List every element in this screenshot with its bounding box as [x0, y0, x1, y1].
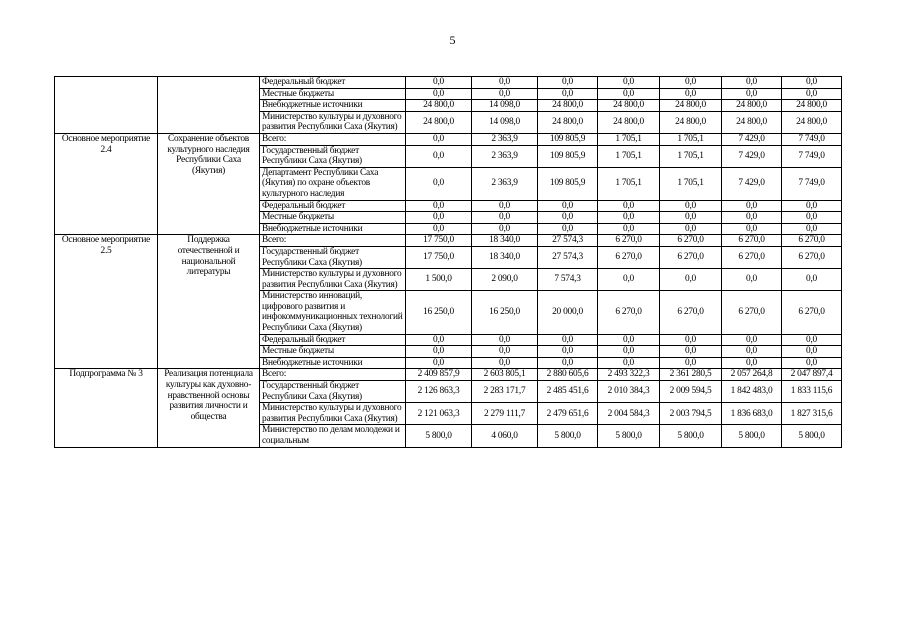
amount-cell: 1 705,1: [598, 133, 660, 145]
amount-cell: 0,0: [406, 133, 472, 145]
amount-cell: 6 270,0: [660, 291, 722, 334]
amount-cell: 5 800,0: [660, 425, 722, 447]
amount-cell: 2 010 384,3: [598, 381, 660, 403]
amount-cell: 0,0: [598, 334, 660, 346]
page-number: 5: [449, 33, 456, 47]
amount-cell: 1 705,1: [598, 167, 660, 200]
amount-cell: 2 880 605,6: [538, 369, 598, 381]
amount-cell: 7 749,0: [782, 167, 842, 200]
amount-cell: 0,0: [406, 200, 472, 212]
budget-table: [54, 76, 842, 448]
amount-cell: 7 429,0: [722, 145, 782, 167]
amount-cell: 2 485 451,6: [538, 381, 598, 403]
amount-cell: 24 800,0: [660, 100, 722, 112]
amount-cell: 0,0: [782, 88, 842, 100]
amount-cell: 1 705,1: [660, 167, 722, 200]
amount-cell: 2 283 171,7: [472, 381, 538, 403]
amount-cell: 0,0: [406, 167, 472, 200]
amount-cell: 2 409 857,9: [406, 369, 472, 381]
amount-cell: 0,0: [538, 88, 598, 100]
amount-cell: 0,0: [538, 77, 598, 89]
amount-cell: 1 705,1: [660, 133, 722, 145]
funding-source-cell: Министерство по делам молодежи и социальным: [260, 425, 406, 447]
amount-cell: 24 800,0: [598, 111, 660, 133]
amount-cell: 0,0: [406, 88, 472, 100]
amount-cell: 24 800,0: [782, 111, 842, 133]
amount-cell: 24 800,0: [538, 100, 598, 112]
amount-cell: 1 500,0: [406, 269, 472, 291]
amount-cell: 24 800,0: [406, 100, 472, 112]
amount-cell: 5 800,0: [598, 425, 660, 447]
amount-cell: 5 800,0: [782, 425, 842, 447]
amount-cell: 0,0: [538, 200, 598, 212]
amount-cell: 0,0: [660, 346, 722, 358]
amount-cell: 0,0: [722, 269, 782, 291]
table-row: [55, 235, 842, 247]
amount-cell: 24 800,0: [722, 100, 782, 112]
amount-cell: 2 009 594,5: [660, 381, 722, 403]
amount-cell: 0,0: [598, 77, 660, 89]
amount-cell: 17 750,0: [406, 246, 472, 268]
amount-cell: 0,0: [472, 212, 538, 224]
activity-name-cell: Подпрограмма № 3: [55, 369, 158, 447]
funding-source-cell: Министерство культуры и духовного развития Республики Саха (Якутия): [260, 111, 406, 133]
amount-cell: 2 279 111,7: [472, 403, 538, 425]
amount-cell: 0,0: [722, 212, 782, 224]
amount-cell: 27 574,3: [538, 246, 598, 268]
amount-cell: 0,0: [660, 223, 722, 235]
amount-cell: 0,0: [782, 200, 842, 212]
amount-cell: 1 705,1: [660, 145, 722, 167]
amount-cell: 18 340,0: [472, 235, 538, 247]
amount-cell: 0,0: [598, 357, 660, 369]
amount-cell: 18 340,0: [472, 246, 538, 268]
amount-cell: 6 270,0: [660, 235, 722, 247]
amount-cell: 0,0: [660, 212, 722, 224]
amount-cell: 6 270,0: [782, 291, 842, 334]
table-row: [55, 133, 842, 145]
amount-cell: 0,0: [782, 269, 842, 291]
amount-cell: 5 800,0: [538, 425, 598, 447]
amount-cell: 2 493 322,3: [598, 369, 660, 381]
amount-cell: 6 270,0: [598, 246, 660, 268]
amount-cell: 0,0: [406, 223, 472, 235]
funding-source-cell: Федеральный бюджет: [260, 334, 406, 346]
funding-source-cell: Внебюджетные источники: [260, 100, 406, 112]
activity-description-cell: Поддержка отечественной и национальной литературы: [158, 235, 260, 369]
amount-cell: 17 750,0: [406, 235, 472, 247]
amount-cell: 2 363,9: [472, 167, 538, 200]
amount-cell: 24 800,0: [406, 111, 472, 133]
amount-cell: 6 270,0: [598, 291, 660, 334]
amount-cell: 0,0: [598, 223, 660, 235]
amount-cell: 0,0: [660, 269, 722, 291]
activity-name-cell: [55, 77, 158, 134]
amount-cell: 0,0: [660, 77, 722, 89]
funding-source-cell: Федеральный бюджет: [260, 77, 406, 89]
amount-cell: 6 270,0: [782, 246, 842, 268]
table-row: [55, 369, 842, 381]
amount-cell: 2 004 584,3: [598, 403, 660, 425]
activity-name-cell: Основное мероприятие 2.5: [55, 235, 158, 369]
amount-cell: 109 805,9: [538, 167, 598, 200]
amount-cell: 6 270,0: [782, 235, 842, 247]
amount-cell: 2 047 897,4: [782, 369, 842, 381]
funding-source-cell: Местные бюджеты: [260, 346, 406, 358]
activity-description-cell: Реализация потенциала культуры как духовно-нравственной основы развития личности и общества: [158, 369, 260, 447]
amount-cell: 24 800,0: [598, 100, 660, 112]
funding-source-cell: Министерство инноваций, цифрового развития и инфокоммуникационных технологий Республики Саха (Якутия): [260, 291, 406, 334]
amount-cell: 0,0: [406, 77, 472, 89]
funding-source-cell: Министерство культуры и духовного развития Республики Саха (Якутия): [260, 269, 406, 291]
funding-source-cell: Государственный бюджет Республики Саха (Якутия): [260, 145, 406, 167]
amount-cell: 0,0: [660, 334, 722, 346]
amount-cell: 0,0: [406, 357, 472, 369]
funding-source-cell: Государственный бюджет Республики Саха (Якутия): [260, 246, 406, 268]
amount-cell: 109 805,9: [538, 145, 598, 167]
funding-source-cell: Внебюджетные источники: [260, 223, 406, 235]
amount-cell: 27 574,3: [538, 235, 598, 247]
amount-cell: 2 363,9: [472, 133, 538, 145]
amount-cell: 0,0: [598, 212, 660, 224]
amount-cell: 0,0: [782, 223, 842, 235]
amount-cell: 24 800,0: [722, 111, 782, 133]
amount-cell: 5 800,0: [722, 425, 782, 447]
amount-cell: 7 749,0: [782, 145, 842, 167]
amount-cell: 0,0: [538, 212, 598, 224]
amount-cell: 0,0: [722, 357, 782, 369]
amount-cell: 0,0: [660, 200, 722, 212]
funding-source-cell: Всего:: [260, 133, 406, 145]
amount-cell: 16 250,0: [406, 291, 472, 334]
funding-source-cell: Федеральный бюджет: [260, 200, 406, 212]
amount-cell: 6 270,0: [722, 291, 782, 334]
amount-cell: 6 270,0: [722, 246, 782, 268]
amount-cell: 0,0: [782, 334, 842, 346]
amount-cell: 109 805,9: [538, 133, 598, 145]
funding-source-cell: Внебюджетные источники: [260, 357, 406, 369]
amount-cell: 0,0: [722, 200, 782, 212]
amount-cell: 2 603 805,1: [472, 369, 538, 381]
amount-cell: 1 833 115,6: [782, 381, 842, 403]
amount-cell: 0,0: [472, 223, 538, 235]
amount-cell: 0,0: [598, 269, 660, 291]
amount-cell: 0,0: [782, 77, 842, 89]
amount-cell: 0,0: [538, 334, 598, 346]
amount-cell: 0,0: [782, 357, 842, 369]
funding-source-cell: Местные бюджеты: [260, 88, 406, 100]
activity-name-cell: Основное мероприятие 2.4: [55, 133, 158, 234]
funding-source-cell: Всего:: [260, 235, 406, 247]
amount-cell: 0,0: [406, 334, 472, 346]
amount-cell: 7 429,0: [722, 133, 782, 145]
amount-cell: 2 363,9: [472, 145, 538, 167]
amount-cell: 0,0: [472, 88, 538, 100]
amount-cell: 0,0: [598, 88, 660, 100]
amount-cell: 0,0: [722, 88, 782, 100]
amount-cell: 7 749,0: [782, 133, 842, 145]
amount-cell: 0,0: [722, 346, 782, 358]
amount-cell: 0,0: [538, 223, 598, 235]
amount-cell: 14 098,0: [472, 111, 538, 133]
amount-cell: 0,0: [472, 346, 538, 358]
amount-cell: 0,0: [722, 223, 782, 235]
amount-cell: 24 800,0: [660, 111, 722, 133]
amount-cell: 6 270,0: [660, 246, 722, 268]
amount-cell: 4 060,0: [472, 425, 538, 447]
funding-source-cell: Министерство культуры и духовного развития Республики Саха (Якутия): [260, 403, 406, 425]
amount-cell: 1 827 315,6: [782, 403, 842, 425]
amount-cell: 0,0: [722, 77, 782, 89]
amount-cell: 0,0: [538, 346, 598, 358]
amount-cell: 2 121 063,3: [406, 403, 472, 425]
activity-description-cell: [158, 77, 260, 134]
amount-cell: 0,0: [660, 88, 722, 100]
amount-cell: 20 000,0: [538, 291, 598, 334]
amount-cell: 0,0: [782, 346, 842, 358]
funding-source-cell: Местные бюджеты: [260, 212, 406, 224]
amount-cell: 2 126 863,3: [406, 381, 472, 403]
amount-cell: 2 479 651,6: [538, 403, 598, 425]
amount-cell: 0,0: [472, 77, 538, 89]
amount-cell: 0,0: [406, 145, 472, 167]
amount-cell: 2 057 264,8: [722, 369, 782, 381]
amount-cell: 0,0: [472, 357, 538, 369]
amount-cell: 2 003 794,5: [660, 403, 722, 425]
amount-cell: 14 098,0: [472, 100, 538, 112]
amount-cell: 0,0: [538, 357, 598, 369]
amount-cell: 16 250,0: [472, 291, 538, 334]
amount-cell: 0,0: [406, 346, 472, 358]
amount-cell: 0,0: [598, 200, 660, 212]
amount-cell: 0,0: [472, 334, 538, 346]
table-row: [55, 77, 842, 89]
activity-description-cell: Сохранение объектов культурного наследия Республики Саха (Якутия): [158, 133, 260, 234]
amount-cell: 24 800,0: [538, 111, 598, 133]
amount-cell: 24 800,0: [782, 100, 842, 112]
amount-cell: 0,0: [472, 200, 538, 212]
funding-source-cell: Государственный бюджет Республики Саха (Якутия): [260, 381, 406, 403]
amount-cell: 1 705,1: [598, 145, 660, 167]
amount-cell: 2 090,0: [472, 269, 538, 291]
amount-cell: 0,0: [782, 212, 842, 224]
amount-cell: 0,0: [722, 334, 782, 346]
amount-cell: 0,0: [660, 357, 722, 369]
funding-source-cell: Департамент Республики Саха (Якутия) по охране объектов культурного наследия: [260, 167, 406, 200]
amount-cell: 5 800,0: [406, 425, 472, 447]
amount-cell: 7 574,3: [538, 269, 598, 291]
amount-cell: 2 361 280,5: [660, 369, 722, 381]
amount-cell: 1 836 683,0: [722, 403, 782, 425]
funding-source-cell: Всего:: [260, 369, 406, 381]
amount-cell: 6 270,0: [598, 235, 660, 247]
amount-cell: 6 270,0: [722, 235, 782, 247]
table-body: [55, 77, 842, 448]
amount-cell: 7 429,0: [722, 167, 782, 200]
amount-cell: 1 842 483,0: [722, 381, 782, 403]
amount-cell: 0,0: [406, 212, 472, 224]
amount-cell: 0,0: [598, 346, 660, 358]
